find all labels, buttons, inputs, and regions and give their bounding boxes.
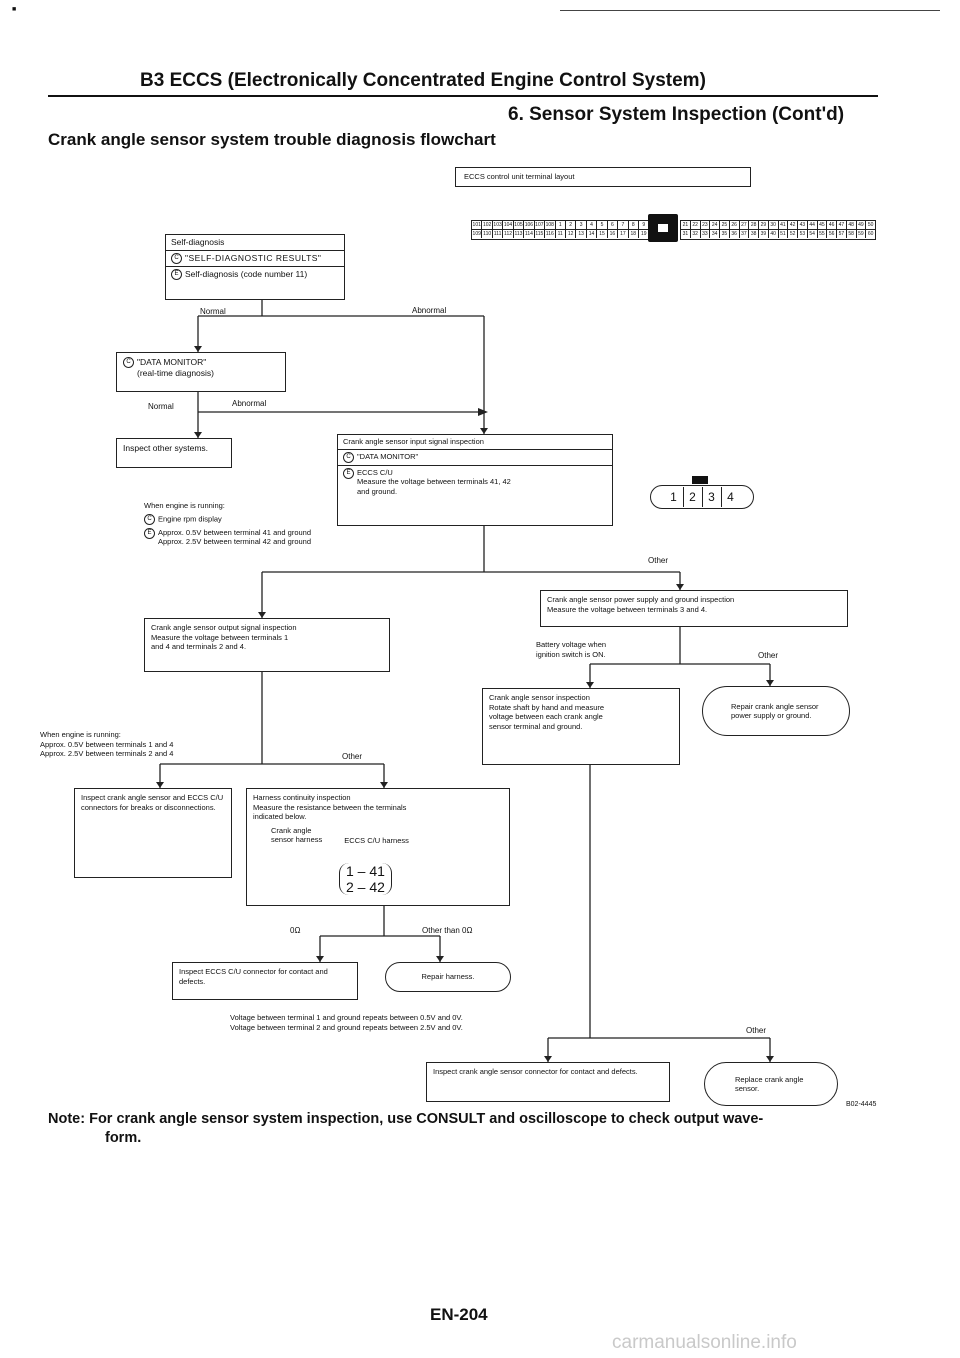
self-diag-row — [166, 235, 344, 251]
terminal-cell: 101 — [472, 222, 481, 228]
input-signal-measure: Measure the voltage between terminals 41, 42 — [357, 477, 511, 486]
terminal-cell: 16 — [608, 230, 618, 238]
connector-pin: 1 — [670, 490, 677, 504]
engine-running-note — [144, 501, 311, 547]
terminal-cell: 114 — [524, 231, 533, 237]
repair-power-text: Repair crank angle sensor power supply or ground. — [731, 701, 819, 720]
terminal-cell: 7 — [618, 221, 628, 229]
terminal-block-left — [471, 220, 660, 240]
terminal-cell: 60 — [867, 231, 874, 237]
terminal-cell: 43 — [798, 221, 808, 229]
terminal-cell: 39 — [759, 230, 769, 238]
terminal-cell: 47 — [837, 221, 847, 229]
abnormal-label: Abnormal — [412, 306, 447, 315]
output-signal-measure: Measure the voltage between terminals 1 — [151, 632, 289, 642]
terminal-cell: 12 — [566, 230, 576, 238]
self-diag-row — [166, 267, 344, 282]
inspect-other-text: Inspect other systems. — [123, 443, 209, 453]
page-subtitle: 6. Sensor System Inspection (Cont'd) — [508, 104, 845, 125]
terminal-cell: 6 — [608, 221, 618, 229]
input-signal-box — [337, 434, 613, 526]
voltage-repeat-note — [230, 1013, 463, 1032]
terminal-row — [472, 230, 659, 238]
other-label: Other — [758, 651, 779, 660]
harness-pairs — [339, 863, 392, 895]
inspect-connectors-box — [74, 788, 232, 878]
terminal-cell: 55 — [818, 230, 828, 238]
repair-harness-text: Repair harness. — [421, 972, 475, 982]
terminal-cell: 115 — [535, 231, 544, 237]
terminal-row — [681, 230, 875, 238]
engine-running-title: When engine is running: — [40, 730, 121, 739]
abnormal-label: Abnormal — [232, 399, 267, 408]
data-monitor-desc: (real-time diagnosis) — [137, 367, 214, 378]
terminal-cell: 103 — [493, 222, 502, 228]
input-signal-row — [338, 466, 612, 499]
output-signal-box — [144, 618, 390, 672]
harness-pair: 2 – 42 — [346, 879, 385, 895]
harness-col-label: Crank angle — [271, 825, 312, 835]
terminal-cell: 112 — [504, 231, 513, 237]
terminal-cell: 106 — [524, 222, 534, 228]
terminal-cell: 27 — [740, 221, 750, 229]
terminal-cell: 2 — [566, 221, 576, 229]
sensor-inspection-step: Rotate shaft by hand and measure — [489, 702, 605, 712]
terminal-row — [472, 221, 659, 230]
terminal-cell: 11 — [556, 230, 566, 238]
terminal-cell: 108 — [545, 222, 554, 228]
input-signal-mode: "DATA MONITOR" — [357, 452, 419, 462]
normal-label: Normal — [148, 402, 174, 411]
terminal-cell: 31 — [681, 230, 691, 238]
terminal-cell: 9 — [639, 221, 649, 229]
terminal-cell: 13 — [576, 230, 586, 238]
normal-label: Normal — [200, 307, 226, 316]
inspect-sensor-connector-box — [426, 1062, 670, 1102]
terminal-cell: 58 — [847, 230, 857, 238]
harness-col-label: ECCS C/U harness — [344, 835, 409, 845]
terminal-cell: 40 — [769, 230, 779, 238]
terminal-cell: 110 — [483, 231, 492, 237]
sensor-inspection-title: Crank angle sensor inspection — [489, 693, 590, 702]
power-supply-measure: Measure the voltage between terminals 3 and 4. — [547, 604, 708, 614]
harness-box — [246, 788, 510, 906]
note-prefix: Note: — [48, 1111, 86, 1127]
terminal-cell: 42 — [788, 221, 798, 229]
terminal-cell: 44 — [808, 221, 818, 229]
terminal-cell: 41 — [779, 221, 789, 229]
power-supply-title: Crank angle sensor power supply and ground inspection — [547, 595, 735, 604]
engine-running-title: When engine is running: — [144, 501, 225, 510]
terminal-block-right — [680, 220, 876, 240]
inspect-eccs-connector-box — [172, 962, 358, 1000]
terminal-cell: 56 — [827, 230, 837, 238]
terminal-cell: 104 — [503, 222, 513, 228]
input-signal-title: Crank angle sensor input signal inspection — [343, 437, 484, 446]
inspect-eccs-connector-text: Inspect ECCS C/U connector for contact and defects. — [179, 967, 328, 986]
terminal-cell: 22 — [691, 221, 701, 229]
terminal-cell: 23 — [701, 221, 711, 229]
terminal-cell: 33 — [701, 230, 711, 238]
self-diagnosis-box — [165, 234, 345, 300]
terminal-cell: 34 — [710, 230, 720, 238]
battery-voltage-text: ignition switch is ON. — [536, 649, 606, 659]
output-signal-title: Crank angle sensor output signal inspection — [151, 623, 297, 632]
terminal-cell: 107 — [535, 222, 544, 228]
terminal-cell: 32 — [691, 230, 701, 238]
terminal-cell: 1 — [556, 221, 566, 229]
replace-sensor-box — [704, 1062, 838, 1106]
terminal-cell: 24 — [710, 221, 720, 229]
terminal-cell: 59 — [857, 230, 867, 238]
terminal-cell: 19 — [639, 230, 649, 238]
voltage-spec: Approx. 2.5V between terminals 2 and 4 — [40, 749, 174, 758]
terminal-cell: 51 — [779, 230, 789, 238]
self-diag-row — [166, 251, 344, 267]
input-signal-unit: ECCS C/U — [357, 467, 393, 477]
engine-rpm-text: Engine rpm display — [158, 513, 222, 523]
terminal-cell: 38 — [749, 230, 759, 238]
terminal-cell: 15 — [597, 230, 607, 238]
section-heading: Crank angle sensor system trouble diagnosis flowchart — [48, 130, 496, 149]
ecu-icon: E — [171, 269, 182, 280]
other-label: Other — [342, 752, 363, 761]
terminal-cell: 105 — [514, 222, 523, 228]
terminal-cell: 48 — [847, 221, 857, 229]
terminal-cell: 21 — [681, 221, 691, 229]
terminal-cell: 53 — [798, 230, 808, 238]
self-diag-code: Self-diagnosis (code number 11) — [185, 268, 308, 279]
battery-voltage-text: Battery voltage when — [536, 640, 607, 649]
input-signal-ground: and ground. — [357, 486, 398, 496]
connector-pin: 4 — [721, 487, 740, 507]
self-diag-title: Self-diagnosis — [171, 237, 225, 247]
terminal-cell: 37 — [740, 230, 750, 238]
sensor-inspection-step: voltage between each crank angle — [489, 712, 603, 721]
terminal-cell: 35 — [720, 230, 730, 238]
data-monitor-box — [116, 352, 286, 392]
inspect-other-box — [116, 438, 232, 468]
note — [48, 1110, 763, 1129]
note-continuation: form. — [105, 1130, 142, 1146]
harness-title: Harness continuity inspection — [253, 793, 351, 802]
inspect-sensor-connector-text: Inspect crank angle sensor connector for contact and defects. — [433, 1067, 638, 1076]
ecu-icon: E — [144, 528, 155, 539]
terminal-cell: 36 — [730, 230, 740, 238]
harness-col-label: sensor harness — [271, 835, 323, 844]
terminal-cell: 30 — [769, 221, 779, 229]
harness-measure: Measure the resistance between the terminals — [253, 802, 407, 812]
terminal-cell: 8 — [629, 221, 639, 229]
terminal-cell: 116 — [545, 231, 554, 237]
terminal-cell: 5 — [597, 221, 607, 229]
connector-pin: 3 — [702, 487, 721, 507]
engine-running-note — [40, 730, 173, 759]
other-label: Other — [648, 556, 669, 565]
terminal-cell: 26 — [730, 221, 740, 229]
terminal-cell: 52 — [788, 230, 798, 238]
voltage-repeat-text: Voltage between terminal 1 and ground repeats between 0.5V and 0V. — [230, 1013, 463, 1022]
terminal-cell: 3 — [576, 221, 586, 229]
sensor-inspection-box — [482, 688, 680, 765]
consult-icon: C — [144, 514, 155, 525]
terminal-cell: 102 — [482, 222, 492, 228]
repair-power-box — [702, 686, 850, 736]
data-monitor-mode: "DATA MONITOR" — [137, 357, 207, 367]
terminal-cell: 17 — [618, 230, 628, 238]
consult-icon: C — [343, 452, 354, 463]
consult-icon: C — [123, 357, 134, 368]
replace-sensor-text: Replace crank angle sensor. — [735, 1074, 804, 1093]
sensor-inspection-step: sensor terminal and ground. — [489, 721, 583, 731]
output-signal-measure: and 4 and terminals 2 and 4. — [151, 642, 247, 651]
input-signal-row — [338, 450, 612, 466]
corner-mark: ■ — [12, 6, 17, 13]
terminal-cell: 49 — [857, 221, 867, 229]
page-title: B3 ECCS (Electronically Concentrated Engine Control System) — [140, 70, 706, 91]
other-than-zero-label: Other than 0Ω — [422, 926, 473, 935]
terminal-cell: 113 — [514, 231, 523, 237]
terminal-cell: 111 — [493, 231, 502, 237]
terminal-cell: 25 — [720, 221, 730, 229]
voltage-spec: Approx. 0.5V between terminals 1 and 4 — [40, 739, 174, 749]
terminal-layout-title: ECCS control unit terminal layout — [464, 172, 575, 181]
power-supply-box — [540, 590, 848, 627]
terminal-cell: 50 — [867, 222, 874, 228]
terminal-cell: 109 — [472, 231, 481, 237]
input-signal-row — [338, 435, 612, 450]
terminal-cell: 57 — [837, 230, 847, 238]
watermark: carmanualsonline.info — [612, 1332, 797, 1353]
zero-ohm-label: 0Ω — [290, 926, 301, 935]
harness-measure: indicated below. — [253, 812, 307, 821]
connector-lock-icon — [648, 214, 678, 242]
battery-voltage-note — [536, 640, 606, 659]
voltage-repeat-text: Voltage between terminal 2 and ground repeats between 2.5V and 0V. — [230, 1022, 463, 1032]
terminal-cell: 18 — [629, 230, 639, 238]
terminal-cell: 45 — [818, 221, 828, 229]
terminal-cell: 46 — [827, 221, 837, 229]
repair-harness-box — [385, 962, 511, 992]
voltage-spec: Approx. 2.5V between terminal 42 and ground — [158, 537, 312, 546]
terminal-row — [681, 221, 875, 230]
terminal-cell: 29 — [759, 221, 769, 229]
harness-pair: 1 – 41 — [346, 863, 385, 879]
self-diag-mode: "SELF-DIAGNOSTIC RESULTS" — [185, 252, 322, 263]
consult-icon: C — [171, 253, 182, 264]
terminal-cell: 28 — [749, 221, 759, 229]
page-number: EN-204 — [430, 1305, 488, 1324]
sensor-connector-icon — [650, 485, 754, 511]
other-label: Other — [746, 1026, 767, 1035]
terminal-layout-title-box — [455, 167, 751, 187]
figure-code: B02-4445 — [846, 1101, 877, 1108]
voltage-spec: Approx. 0.5V between terminal 41 and ground — [158, 527, 312, 537]
ecu-icon: E — [343, 468, 354, 479]
terminal-cell: 54 — [808, 230, 818, 238]
connector-pin: 2 — [683, 487, 702, 507]
note-text: For crank angle sensor system inspection, use CONSULT and oscilloscope to check output wave- — [89, 1111, 764, 1127]
terminal-cell: 4 — [587, 221, 597, 229]
terminal-cell: 14 — [587, 230, 597, 238]
inspect-connectors-text: Inspect crank angle sensor and ECCS C/U connectors for breaks or disconnections. — [81, 793, 224, 812]
